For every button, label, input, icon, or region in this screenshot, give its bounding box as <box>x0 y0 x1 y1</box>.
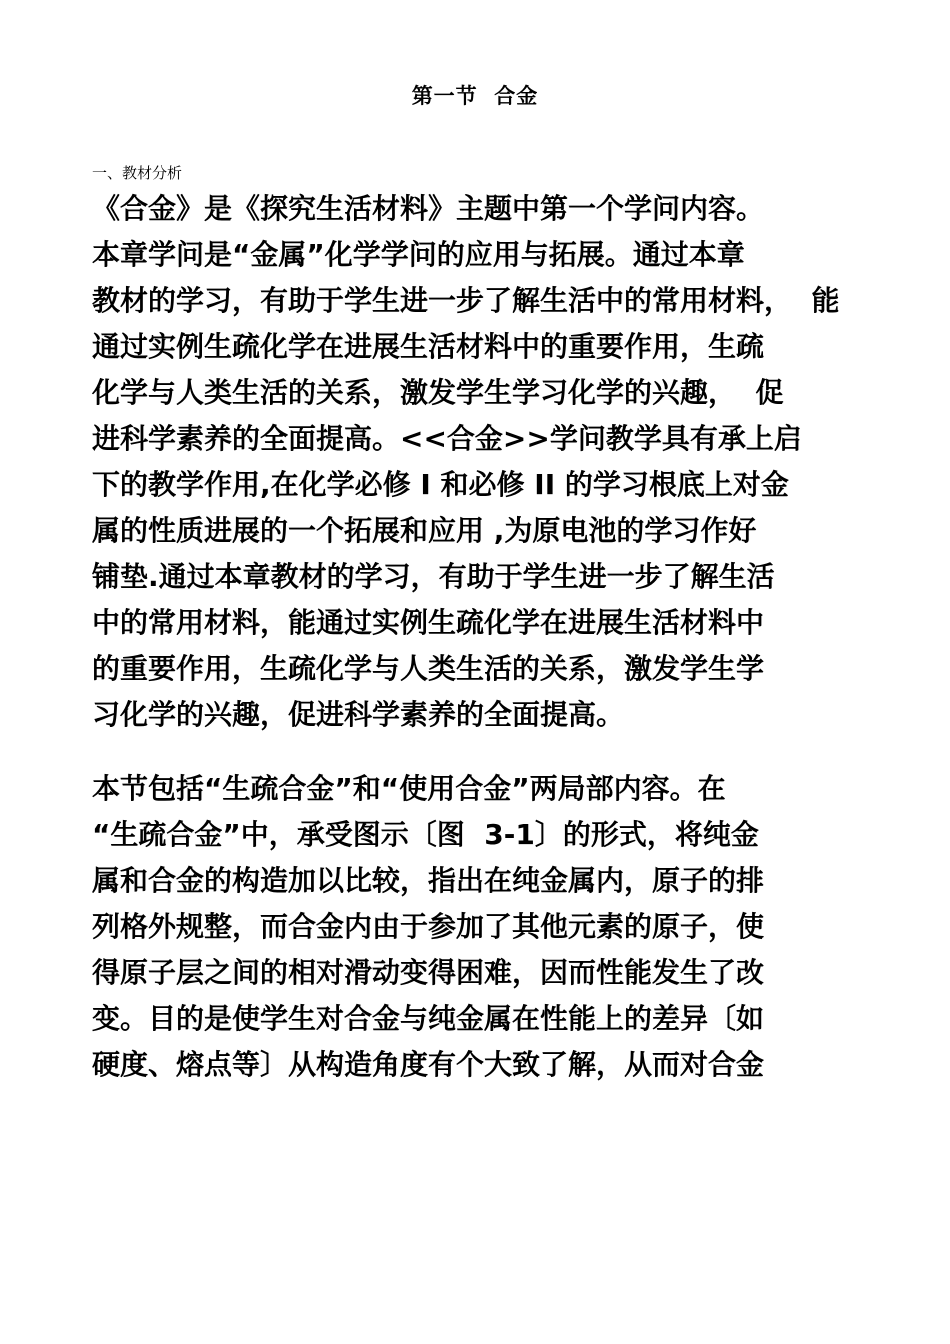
text-line: 列格外规整，而合金内由于参加了其他元素的原子，使 <box>92 910 765 943</box>
text-line: “生疏合金”中，承受图示〔图 3-1〕的形式，将纯金 <box>92 818 759 851</box>
section-heading: 一、教材分析 <box>92 164 183 182</box>
text-line: 得原子层之间的相对滑动变得困难，因而性能发生了改 <box>92 956 765 989</box>
paragraph-2 <box>92 766 882 1088</box>
text-line: 进科学素养的全面提高。<<合金>>学问教学具有承上启 <box>92 422 802 455</box>
text-line: 属的性质进展的一个拓展和应用 ,为原电池的学习作好 <box>92 514 757 547</box>
text-line: 习化学的兴趣，促进科学素养的全面提高。 <box>92 698 625 731</box>
text-line: 硬度、熔点等〕从构造角度有个大致了解，从而对合金 <box>92 1048 765 1081</box>
text-line: 通过实例生疏化学在进展生活材料中的重要作用，生疏 <box>92 330 765 363</box>
text-line: 铺垫.通过本章教材的学习，有助于学生进一步了解生活 <box>92 560 775 593</box>
text-line: 教材的学习，有助于学生进一步了解生活中的常用材料， 能 <box>92 284 840 317</box>
text-line: 本节包括“生疏合金”和“使用合金”两局部内容。在 <box>92 772 726 805</box>
text-line: 变。目的是使学生对合金与纯金属在性能上的差异〔如 <box>92 1002 765 1035</box>
text-line: 下的教学作用,在化学必修 I 和必修 II 的学习根底上对金 <box>92 468 789 501</box>
text-line: 化学与人类生活的关系，激发学生学习化学的兴趣， 促 <box>92 376 784 409</box>
text-line: 本章学问是“金属”化学学问的应用与拓展。通过本章 <box>92 238 745 271</box>
text-line: 《合金》是《探究生活材料》主题中第一个学问内容。 <box>92 192 765 225</box>
text-line: 中的常用材料，能通过实例生疏化学在进展生活材料中 <box>92 606 765 639</box>
text-line: 的重要作用，生疏化学与人类生活的关系，激发学生学 <box>92 652 765 685</box>
paragraph-1 <box>92 186 882 738</box>
text-line: 属和合金的构造加以比较，指出在纯金属内，原子的排 <box>92 864 765 897</box>
page-title: 第一节 合金 <box>411 84 539 108</box>
